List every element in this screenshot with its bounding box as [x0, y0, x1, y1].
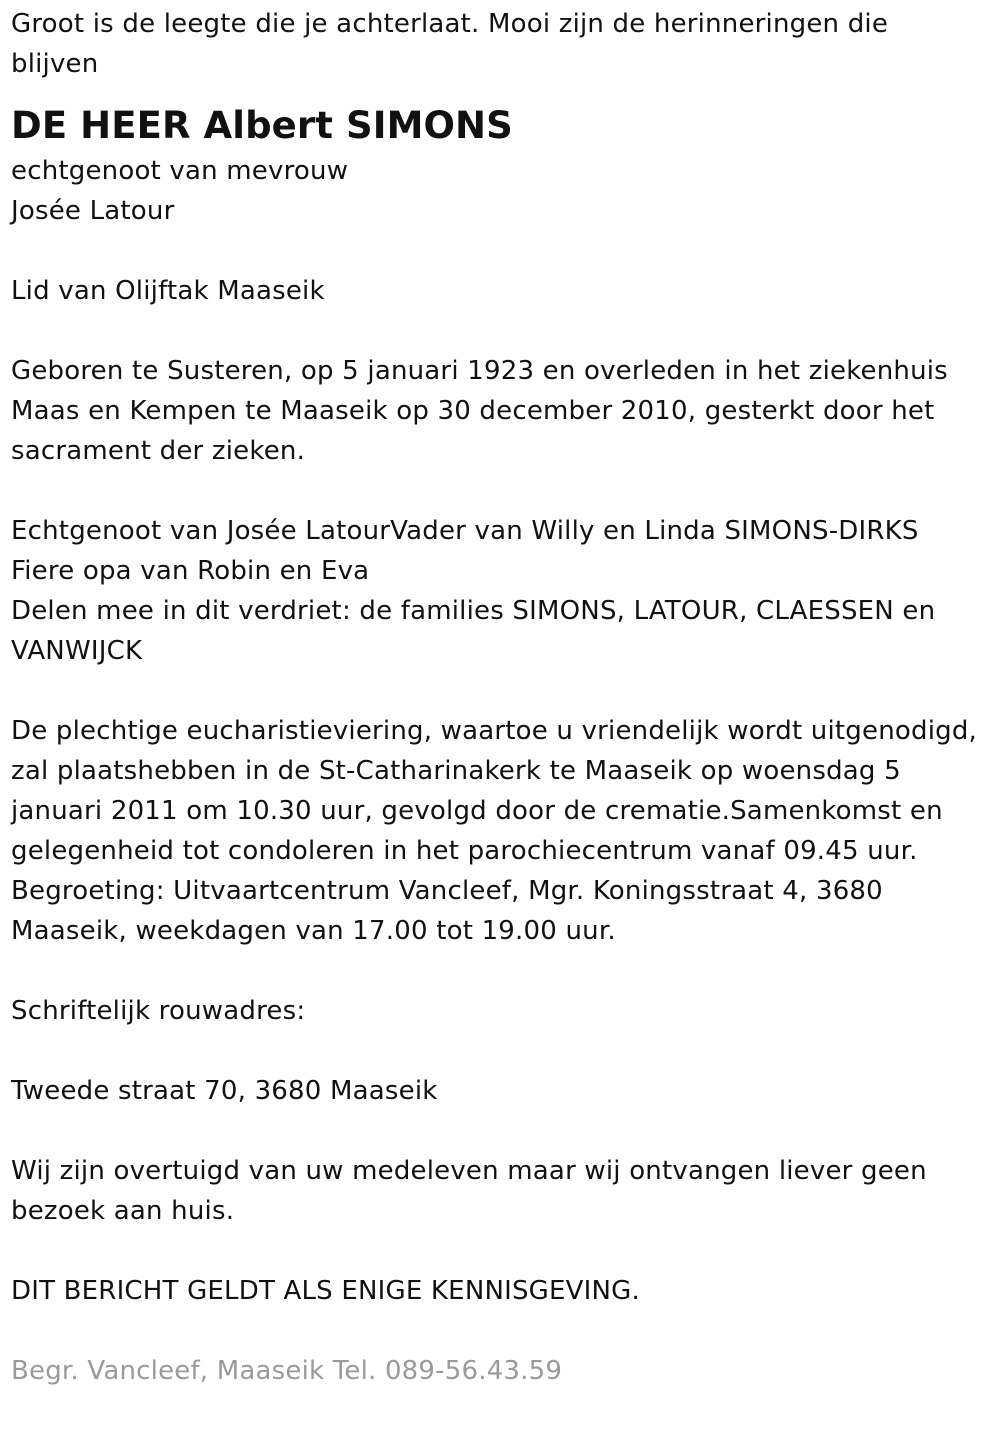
condolence-address: Tweede straat 70, 3680 Maaseik: [11, 1076, 438, 1106]
ceremony-line-5: Begroeting: Uitvaartcentrum Vancleef, Mgr. Koningsstraat 4, 3680: [11, 876, 883, 906]
opening-quote-line-1: Groot is de leegte die je achterlaat. Mooi zijn de herinneringen die: [11, 9, 889, 39]
ceremony-line-4: gelegenheid tot condoleren in het parochiecentrum vanaf 09.45 uur.: [11, 836, 918, 866]
visit-note-line-2: bezoek aan huis.: [11, 1196, 235, 1226]
family-line-1: Echtgenoot van Josée LatourVader van Willy en Linda SIMONS-DIRKS: [11, 516, 919, 546]
ceremony-line-2: zal plaatshebben in de St-Catharinakerk te Maaseik op woensdag 5: [11, 756, 901, 786]
spacer: [11, 311, 989, 351]
opening-quote-line-2: blijven: [11, 49, 99, 79]
spacer: [11, 471, 989, 511]
spouse-line-1: echtgenoot van mevrouw: [11, 156, 349, 186]
spouse-line-2: Josée Latour: [11, 196, 175, 226]
birth-death-line-1: Geboren te Susteren, op 5 januari 1923 en overleden in het ziekenhuis: [11, 356, 948, 386]
obituary-notice: [11, 4, 989, 1391]
spacer: [11, 1311, 989, 1351]
family-line-4: VANWIJCK: [11, 636, 143, 666]
family-line-3: Delen mee in dit verdriet: de families SIMONS, LATOUR, CLAESSEN en: [11, 596, 936, 626]
spacer: [11, 951, 989, 991]
funeral-home-footer: Begr. Vancleef, Maaseik Tel. 089-56.43.59: [11, 1356, 563, 1386]
spacer: [11, 1031, 989, 1071]
spacer: [11, 231, 989, 271]
spacer: [11, 1111, 989, 1151]
spacer: [11, 671, 989, 711]
membership: Lid van Olijftak Maaseik: [11, 276, 325, 306]
birth-death-line-2: Maas en Kempen te Maaseik op 30 december 2010, gesterkt door het: [11, 396, 935, 426]
official-notice: DIT BERICHT GELDT ALS ENIGE KENNISGEVING.: [11, 1276, 640, 1306]
visit-note-line-1: Wij zijn overtuigd van uw medeleven maar wij ontvangen liever geen: [11, 1156, 927, 1186]
ceremony-line-6: Maaseik, weekdagen van 17.00 tot 19.00 uur.: [11, 916, 616, 946]
ceremony-line-1: De plechtige eucharistieviering, waartoe u vriendelijk wordt uitgenodigd,: [11, 716, 977, 746]
condolence-label: Schriftelijk rouwadres:: [11, 996, 306, 1026]
ceremony-line-3: januari 2011 om 10.30 uur, gevolgd door de crematie.Samenkomst en: [11, 796, 943, 826]
family-line-2: Fiere opa van Robin en Eva: [11, 556, 370, 586]
spacer: [11, 1231, 989, 1271]
birth-death-line-3: sacrament der zieken.: [11, 436, 306, 466]
deceased-name: DE HEER Albert SIMONS: [11, 104, 513, 147]
